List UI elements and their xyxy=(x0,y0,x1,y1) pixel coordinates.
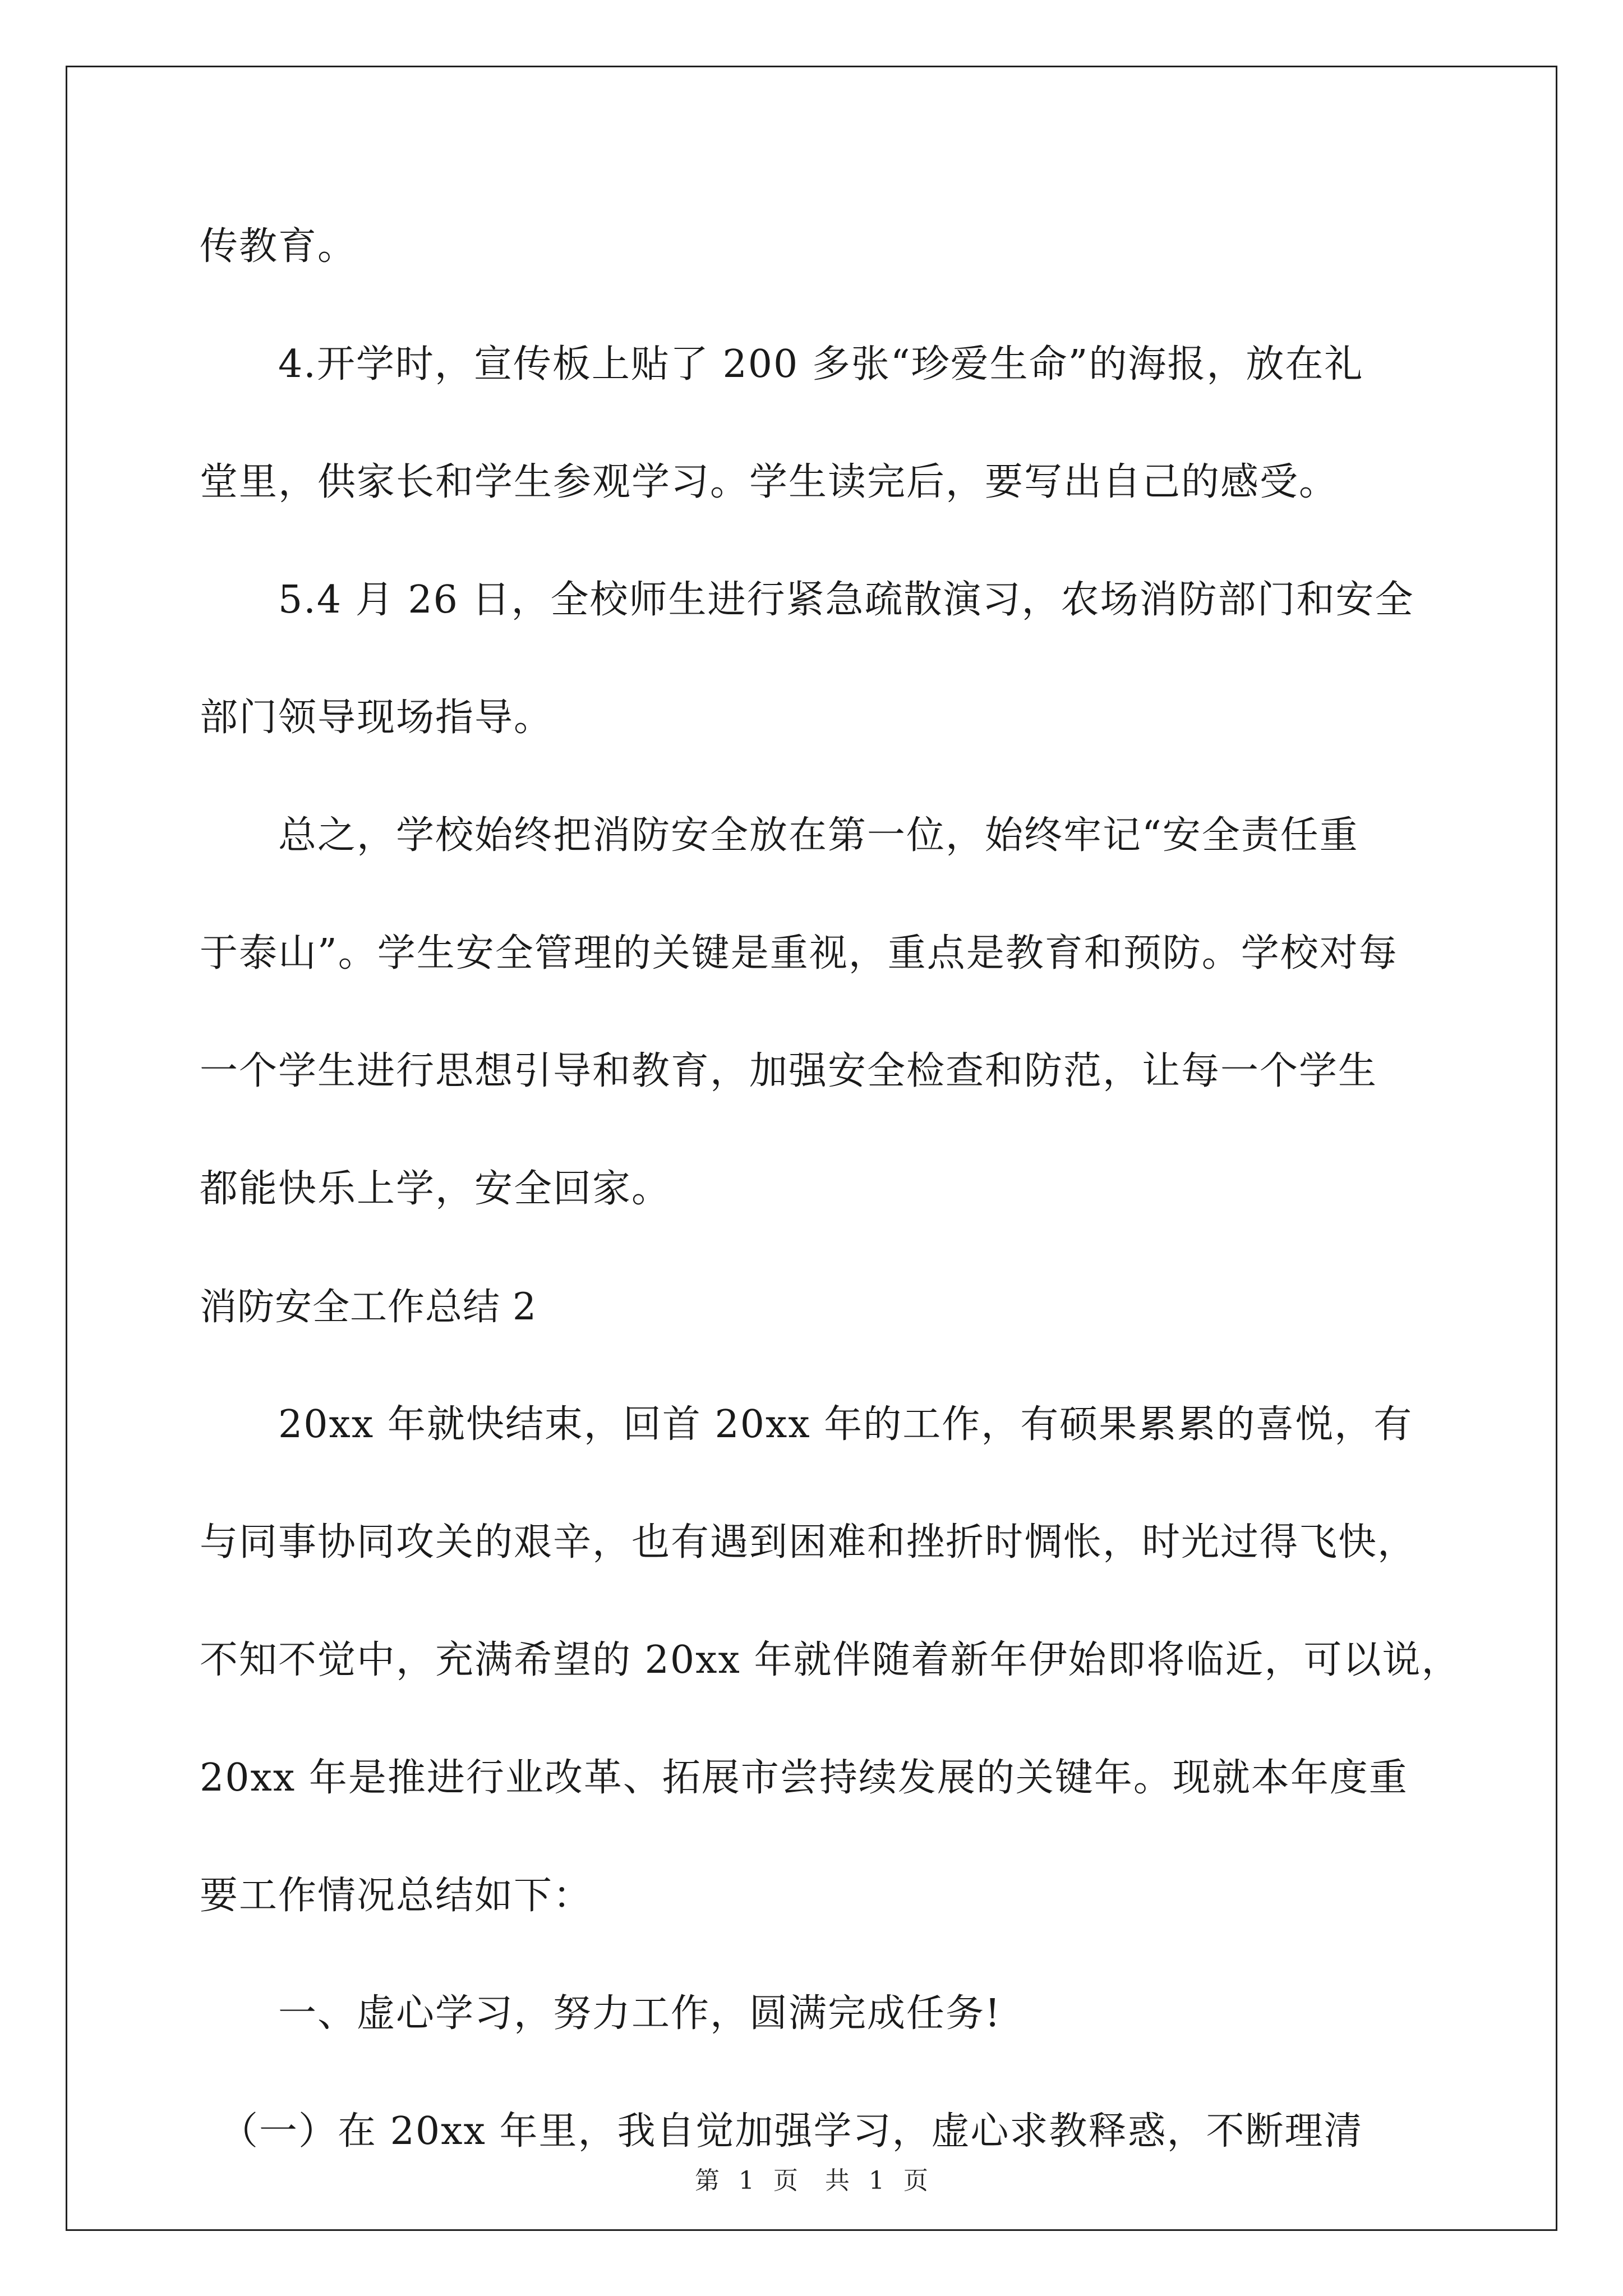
page-total: 共 1 页 xyxy=(825,2166,928,2195)
paragraph-line: （一）在 20xx 年里，我自觉加强学习，虚心求教释惑，不断理清 xyxy=(200,2109,1363,2154)
paragraph-line: 要工作情况总结如下： xyxy=(200,1874,593,1918)
paragraph-line: 与同事协同攻关的艰辛，也有遇到困难和挫折时惆怅，时光过得飞快， xyxy=(200,1520,1417,1565)
paragraph-line: 4.开学时，宣传板上贴了 200 多张“珍爱生命”的海报，放在礼 xyxy=(200,342,1364,386)
paragraph-line: 传教育。 xyxy=(200,224,357,269)
paragraph-line: 5.4 月 26 日，全校师生进行紧急疏散演习，农场消防部门和安全 xyxy=(200,578,1414,622)
paragraph-line: 一个学生进行思想引导和教育，加强安全检查和防范，让每一个学生 xyxy=(200,1049,1378,1093)
page-footer xyxy=(0,2165,1623,2197)
paragraph-line: 不知不觉中，充满希望的 20xx 年就伴随着新年伊始即将临近，可以说， xyxy=(200,1638,1461,1682)
paragraph-line: 一、虚心学习，努力工作，圆满完成任务! xyxy=(200,1991,1002,2036)
paragraph-line: 堂里，供家长和学生参观学习。学生读完后，要写出自己的感受。 xyxy=(200,460,1339,504)
paragraph-line: 于泰山”。学生安全管理的关键是重视，重点是教育和预防。学校对每 xyxy=(200,931,1398,976)
paragraph-line: 20xx 年是推进行业改革、拓展市尝持续发展的关键年。现就本年度重 xyxy=(200,1756,1408,1800)
paragraph-line: 总之，学校始终把消防安全放在第一位，始终牢记“安全责任重 xyxy=(200,813,1359,858)
paragraph-line: 都能快乐上学，安全回家。 xyxy=(200,1167,671,1211)
page-number: 第 1 页 xyxy=(695,2166,798,2195)
paragraph-line: 20xx 年就快结束，回首 20xx 年的工作，有硕果累累的喜悦，有 xyxy=(200,1402,1413,1447)
section-heading: 消防安全工作总结 2 xyxy=(200,1285,537,1328)
paragraph-line: 部门领导现场指导。 xyxy=(200,696,554,740)
